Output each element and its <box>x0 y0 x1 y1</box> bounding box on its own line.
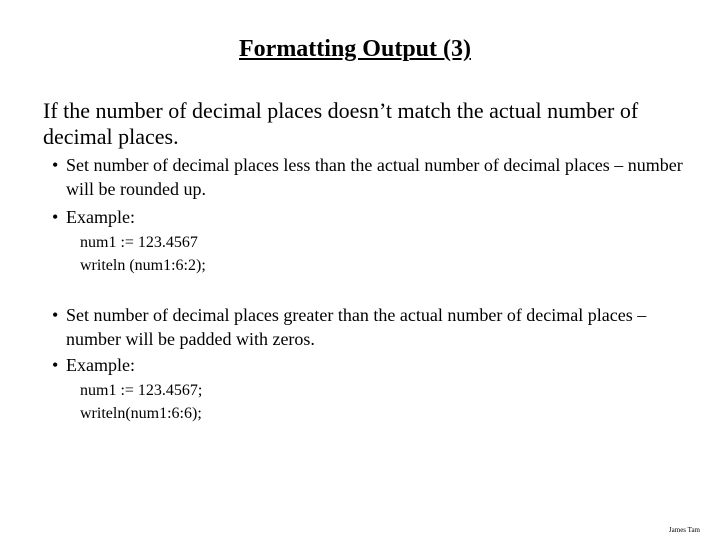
bullet-text: Set number of decimal places less than the actual number of decimal places – number will be rounded up. <box>66 155 683 199</box>
bullet-example-2 <box>52 353 692 377</box>
code-line: num1 := 123.4567; <box>80 382 203 399</box>
slide-title: Formatting Output (3) <box>239 36 471 62</box>
bullet-dot: • <box>52 207 59 227</box>
bullet-rounded <box>52 153 692 201</box>
intro-text: If the number of decimal places doesn’t match the actual number of decimal places. <box>43 98 639 149</box>
example-label: Example: <box>66 207 135 227</box>
bullet-padded <box>52 303 692 351</box>
code-block-2 <box>80 379 480 425</box>
code-line: writeln (num1:6:2); <box>80 257 206 274</box>
example-label: Example: <box>66 355 135 375</box>
code-block-1 <box>80 231 480 277</box>
bullet-example-1 <box>52 205 692 229</box>
bullet-dot: • <box>52 305 59 325</box>
author-footer: James Tam <box>668 526 700 534</box>
bullet-text: Set number of decimal places greater than the actual number of decimal places – number will be padded with zeros. <box>66 305 647 349</box>
code-line: writeln(num1:6:6); <box>80 405 202 422</box>
bullet-dot: • <box>52 155 59 175</box>
code-line: num1 := 123.4567 <box>80 234 198 251</box>
bullet-dot: • <box>52 355 59 375</box>
